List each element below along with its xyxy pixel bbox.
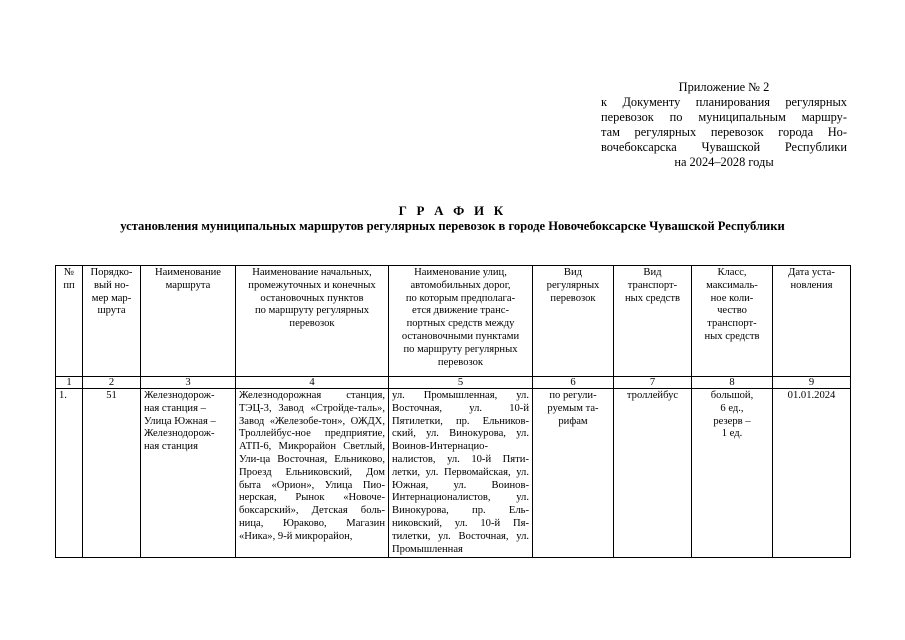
cell-class-count: большой, 6 ед., резерв – 1 ед.: [692, 389, 773, 558]
column-number: 6: [533, 377, 614, 389]
column-number: 8: [692, 377, 773, 389]
cell-route-name: Железнодорож- ная станция – Улица Южная – Железнодорож- ная станция: [141, 389, 236, 558]
schedule-table: [55, 265, 851, 558]
appendix-line-5: вочебоксарска Чувашской Республики: [601, 140, 847, 154]
header-cell-num: № пп: [56, 266, 83, 377]
appendix-line-1: Приложение № 2: [678, 80, 770, 94]
cell-num: 1.: [56, 389, 83, 558]
cell-route-number: 51: [83, 389, 141, 558]
table-header-row: [56, 266, 851, 377]
appendix-line-3: перевозок по муниципальным маршру-: [601, 110, 847, 124]
header-cell-route-name: Наименование маршрута: [141, 266, 236, 377]
header-cell-class-count: Класс, максималь- ное коли- чество транспорт- ных средств: [692, 266, 773, 377]
column-number: 4: [236, 377, 389, 389]
column-number-row: [56, 377, 851, 389]
appendix-line-2: к Документу планирования регулярных: [601, 95, 847, 109]
header-cell-vehicle-kind: Вид транспорт- ных средств: [614, 266, 692, 377]
column-number: 9: [773, 377, 851, 389]
column-number: 5: [389, 377, 533, 389]
appendix-header: [601, 80, 847, 170]
table-row: [56, 389, 851, 558]
column-number: 1: [56, 377, 83, 389]
document-subtitle: установления муниципальных маршрутов регулярных перевозок в городе Новочебоксарске Чувашской Республики: [120, 219, 785, 233]
header-cell-transport-kind: Вид регулярных перевозок: [533, 266, 614, 377]
cell-streets: ул. Промышленная, ул. Восточная, ул. 10-й Пятилетки, пр. Ельников-ский, ул. Винокурова, ул. Воинов-Интернацио-налистов, ул. 10-й Пяти-летки, ул. Первомайская, ул. Южная, ул. Воинов-Интернационалистов, ул. Винокурова, пр. Ель-никовский, ул. 10-й Пя-тилетки, ул. Восточная, ул. Промышленная: [389, 389, 533, 558]
document-title: Г Р А Ф И К: [398, 203, 507, 218]
header-cell-date: Дата уста- новления: [773, 266, 851, 377]
column-number: 7: [614, 377, 692, 389]
column-number: 3: [141, 377, 236, 389]
column-number: 2: [83, 377, 141, 389]
cell-date: 01.01.2024: [773, 389, 851, 558]
cell-stops: Железнодорожная станция, ТЭЦ-3, Завод «Стройде-таль», Завод «Железобе-тон», ОЖДХ, Троллейбус-ное предприятие, АТП-6, Микрорайон Светлый, Ули-ца Восточная, Ельниково, Проезд Ельниковский, Дом быта «Орион», Улица Пио-нерская, Рынок «Новоче-боксарский», Детская боль-ница, Юраково, Магазин «Ника», 9-й микрорайон,: [236, 389, 389, 558]
cell-vehicle-kind: троллейбус: [614, 389, 692, 558]
cell-transport-kind: по регули- руемым та- рифам: [533, 389, 614, 558]
appendix-line-4: там регулярных перевозок города Но-: [601, 125, 847, 139]
header-cell-stops: Наименование начальных, промежуточных и конечных остановочных пунктов по маршруту регулярных перевозок: [236, 266, 389, 377]
header-cell-streets: Наименование улиц, автомобильных дорог, по которым предполага- ется движение транс- портных средств между остановочными пунктами по маршруту регулярных перевозок: [389, 266, 533, 377]
header-cell-route-number: Порядко- вый но- мер мар- шрута: [83, 266, 141, 377]
appendix-line-6: на 2024–2028 годы: [674, 155, 774, 169]
